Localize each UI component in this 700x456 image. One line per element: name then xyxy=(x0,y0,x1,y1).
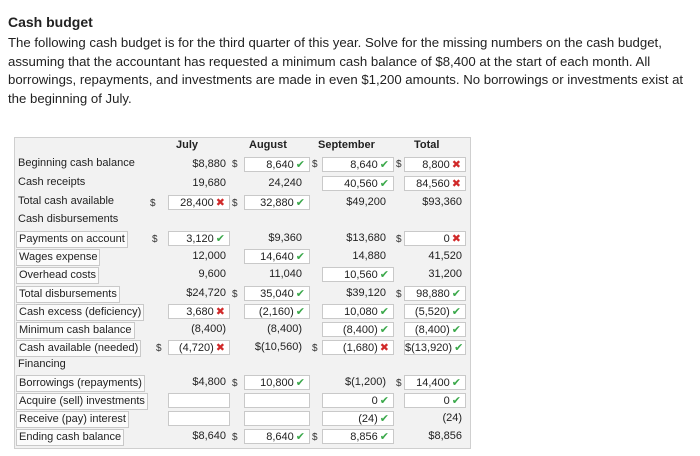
cell-september-payments: $13,680 xyxy=(346,232,386,244)
dollar-sign: $ xyxy=(150,198,156,209)
dollar-sign: $ xyxy=(232,432,238,443)
column-header-total: Total xyxy=(414,139,440,151)
cell-september-interest[interactable]: (24) ✔ xyxy=(322,411,394,426)
dollar-sign: $ xyxy=(312,432,318,443)
cell-total-total-disb[interactable]: 98,880 ✔ xyxy=(404,286,466,301)
cell-july-total-disb: $24,720 xyxy=(186,287,226,299)
correct-icon: ✔ xyxy=(379,324,389,336)
correct-icon: ✔ xyxy=(451,377,461,389)
cell-total-interest: (24) xyxy=(442,412,462,424)
correct-icon: ✔ xyxy=(379,159,389,171)
cell-total-payments[interactable]: 0 ✖ xyxy=(404,231,466,246)
row-label-cash-excess: Cash excess (deficiency) xyxy=(16,304,144,321)
column-header-july: July xyxy=(176,139,199,151)
cell-september-investments[interactable]: 0 ✔ xyxy=(322,393,394,408)
cell-august-total-disb[interactable]: 35,040 ✔ xyxy=(244,286,310,301)
row-label-receive-interest: Receive (pay) interest xyxy=(16,411,129,428)
row-label-cash-receipts: Cash receipts xyxy=(18,176,86,188)
correct-icon: ✔ xyxy=(451,306,461,318)
dollar-sign: $ xyxy=(396,378,402,389)
row-label-ending-cash: Ending cash balance xyxy=(16,429,124,446)
cell-september-receipts[interactable]: 40,560 ✔ xyxy=(322,176,394,191)
cell-july-wages: 12,000 xyxy=(192,250,226,262)
correct-icon: ✔ xyxy=(379,431,389,443)
column-header-august: August xyxy=(249,139,287,151)
correct-icon: ✔ xyxy=(295,251,305,263)
cell-total-investments[interactable]: 0 ✔ xyxy=(404,393,466,408)
dollar-sign: $ xyxy=(152,234,158,245)
cell-total-available-needed[interactable]: $(13,920) ✔ xyxy=(404,340,466,355)
dollar-sign: $ xyxy=(232,159,238,170)
cell-august-ending[interactable]: 8,640 ✔ xyxy=(244,429,310,444)
cell-september-wages: 14,880 xyxy=(352,250,386,262)
row-label-wages-expense: Wages expense xyxy=(16,249,100,266)
cell-august-receipts: 24,240 xyxy=(268,177,302,189)
cell-september-overhead[interactable]: 10,560 ✔ xyxy=(322,267,394,282)
cell-august-overhead: 11,040 xyxy=(269,268,302,280)
correct-icon: ✔ xyxy=(215,233,225,245)
cell-july-available-needed[interactable]: (4,720) ✖ xyxy=(168,340,230,355)
dollar-sign: $ xyxy=(396,289,402,300)
correct-icon: ✔ xyxy=(295,288,305,300)
correct-icon: ✔ xyxy=(295,431,305,443)
row-label-beginning-cash: Beginning cash balance xyxy=(18,157,135,169)
incorrect-icon: ✖ xyxy=(215,306,225,318)
incorrect-icon: ✖ xyxy=(451,233,461,245)
correct-icon: ✔ xyxy=(451,324,461,336)
correct-icon: ✔ xyxy=(451,288,461,300)
incorrect-icon: ✖ xyxy=(215,197,225,209)
cell-july-interest[interactable] xyxy=(168,411,230,426)
dollar-sign: $ xyxy=(312,159,318,170)
row-label-payments-on-account: Payments on account xyxy=(16,231,128,248)
cell-total-receipts[interactable]: 84,560 ✖ xyxy=(404,176,466,191)
row-label-total-disbursements: Total disbursements xyxy=(16,286,120,303)
cell-july-overhead: 9,600 xyxy=(198,268,226,280)
cell-august-minimum: (8,400) xyxy=(267,323,302,335)
cell-september-excess[interactable]: 10,080 ✔ xyxy=(322,304,394,319)
correct-icon: ✔ xyxy=(379,269,389,281)
cell-august-available-needed: $(10,560) xyxy=(254,341,302,353)
dollar-sign: $ xyxy=(156,343,162,354)
dollar-sign: $ xyxy=(232,289,238,300)
cell-september-ending[interactable]: 8,856 ✔ xyxy=(322,429,394,444)
cell-august-beginning[interactable]: 8,640 ✔ xyxy=(244,157,310,172)
cell-july-total-available[interactable]: 28,400 ✖ xyxy=(168,195,230,210)
correct-icon: ✔ xyxy=(379,395,389,407)
row-label-overhead-costs: Overhead costs xyxy=(16,267,99,284)
cell-july-ending: $8,640 xyxy=(192,430,226,442)
dollar-sign: $ xyxy=(396,234,402,245)
correct-icon: ✔ xyxy=(379,178,389,190)
correct-icon: ✔ xyxy=(295,377,305,389)
cell-total-borrowings[interactable]: 14,400 ✔ xyxy=(404,375,466,390)
cell-september-total-available: $49,200 xyxy=(346,196,386,208)
cell-total-beginning[interactable]: 8,800 ✖ xyxy=(404,157,466,172)
cell-august-payments: $9,360 xyxy=(268,232,302,244)
row-label-acquire-investments: Acquire (sell) investments xyxy=(16,393,148,410)
dollar-sign: $ xyxy=(232,198,238,209)
page-title: Cash budget xyxy=(8,14,93,30)
incorrect-icon: ✖ xyxy=(451,178,461,190)
cell-september-beginning[interactable]: 8,640 ✔ xyxy=(322,157,394,172)
correct-icon: ✔ xyxy=(451,395,461,407)
cell-total-overhead: 31,200 xyxy=(428,268,462,280)
cell-july-borrowings: $4,800 xyxy=(192,376,226,388)
correct-icon: ✔ xyxy=(295,197,305,209)
correct-icon: ✔ xyxy=(379,306,389,318)
row-label-total-cash-available: Total cash available xyxy=(18,195,115,207)
correct-icon: ✔ xyxy=(379,413,389,425)
cell-total-total-available: $93,360 xyxy=(422,196,462,208)
cell-august-total-available[interactable]: 32,880 ✔ xyxy=(244,195,310,210)
cell-august-excess[interactable]: (2,160) ✔ xyxy=(244,304,310,319)
cell-total-wages: 41,520 xyxy=(428,250,462,262)
cell-total-excess[interactable]: (5,520) ✔ xyxy=(404,304,466,319)
row-label-borrowings: Borrowings (repayments) xyxy=(16,375,145,392)
cell-september-borrowings: $(1,200) xyxy=(345,376,386,388)
cell-july-beginning: $8,880 xyxy=(192,158,226,170)
cell-total-ending: $8,856 xyxy=(428,430,462,442)
incorrect-icon: ✖ xyxy=(379,342,389,354)
cell-july-receipts: 19,680 xyxy=(192,177,226,189)
cell-july-excess[interactable]: 3,680 ✖ xyxy=(168,304,230,319)
cell-july-minimum: (8,400) xyxy=(191,323,226,335)
cell-july-investments[interactable] xyxy=(168,393,230,408)
dollar-sign: $ xyxy=(232,378,238,389)
dollar-sign: $ xyxy=(396,159,402,170)
row-label-minimum-cash: Minimum cash balance xyxy=(16,322,135,339)
cell-total-minimum[interactable]: (8,400) ✔ xyxy=(404,322,466,337)
cell-august-investments[interactable] xyxy=(244,393,310,408)
dollar-sign: $ xyxy=(312,343,318,354)
row-label-cash-disbursements: Cash disbursements xyxy=(18,213,119,225)
row-label-cash-available-needed: Cash available (needed) xyxy=(16,340,141,357)
cell-september-minimum[interactable]: (8,400) ✔ xyxy=(322,322,394,337)
row-label-financing: Financing xyxy=(18,358,66,370)
cell-september-available-needed[interactable]: (1,680) ✖ xyxy=(322,340,394,355)
problem-description: The following cash budget is for the third quarter of this year. Solve for the missing numbers on the cash budget, assuming that the accountant has requested a minimum cash balance of $8,400 at the start of each month. All borrowings, repayments, and investments are made in even $1,200 amounts. No borrowings or investments exist at the beginning of July. xyxy=(8,35,684,106)
incorrect-icon: ✖ xyxy=(215,342,225,354)
cell-august-interest[interactable] xyxy=(244,411,310,426)
correct-icon: ✔ xyxy=(454,342,464,354)
cell-july-payments[interactable]: 3,120 ✔ xyxy=(168,231,230,246)
correct-icon: ✔ xyxy=(295,306,305,318)
incorrect-icon: ✖ xyxy=(451,159,461,171)
cell-august-wages[interactable]: 14,640 ✔ xyxy=(244,249,310,264)
cell-august-borrowings[interactable]: 10,800 ✔ xyxy=(244,375,310,390)
cell-september-total-disb: $39,120 xyxy=(346,287,386,299)
correct-icon: ✔ xyxy=(295,159,305,171)
column-header-september: September xyxy=(318,139,375,151)
